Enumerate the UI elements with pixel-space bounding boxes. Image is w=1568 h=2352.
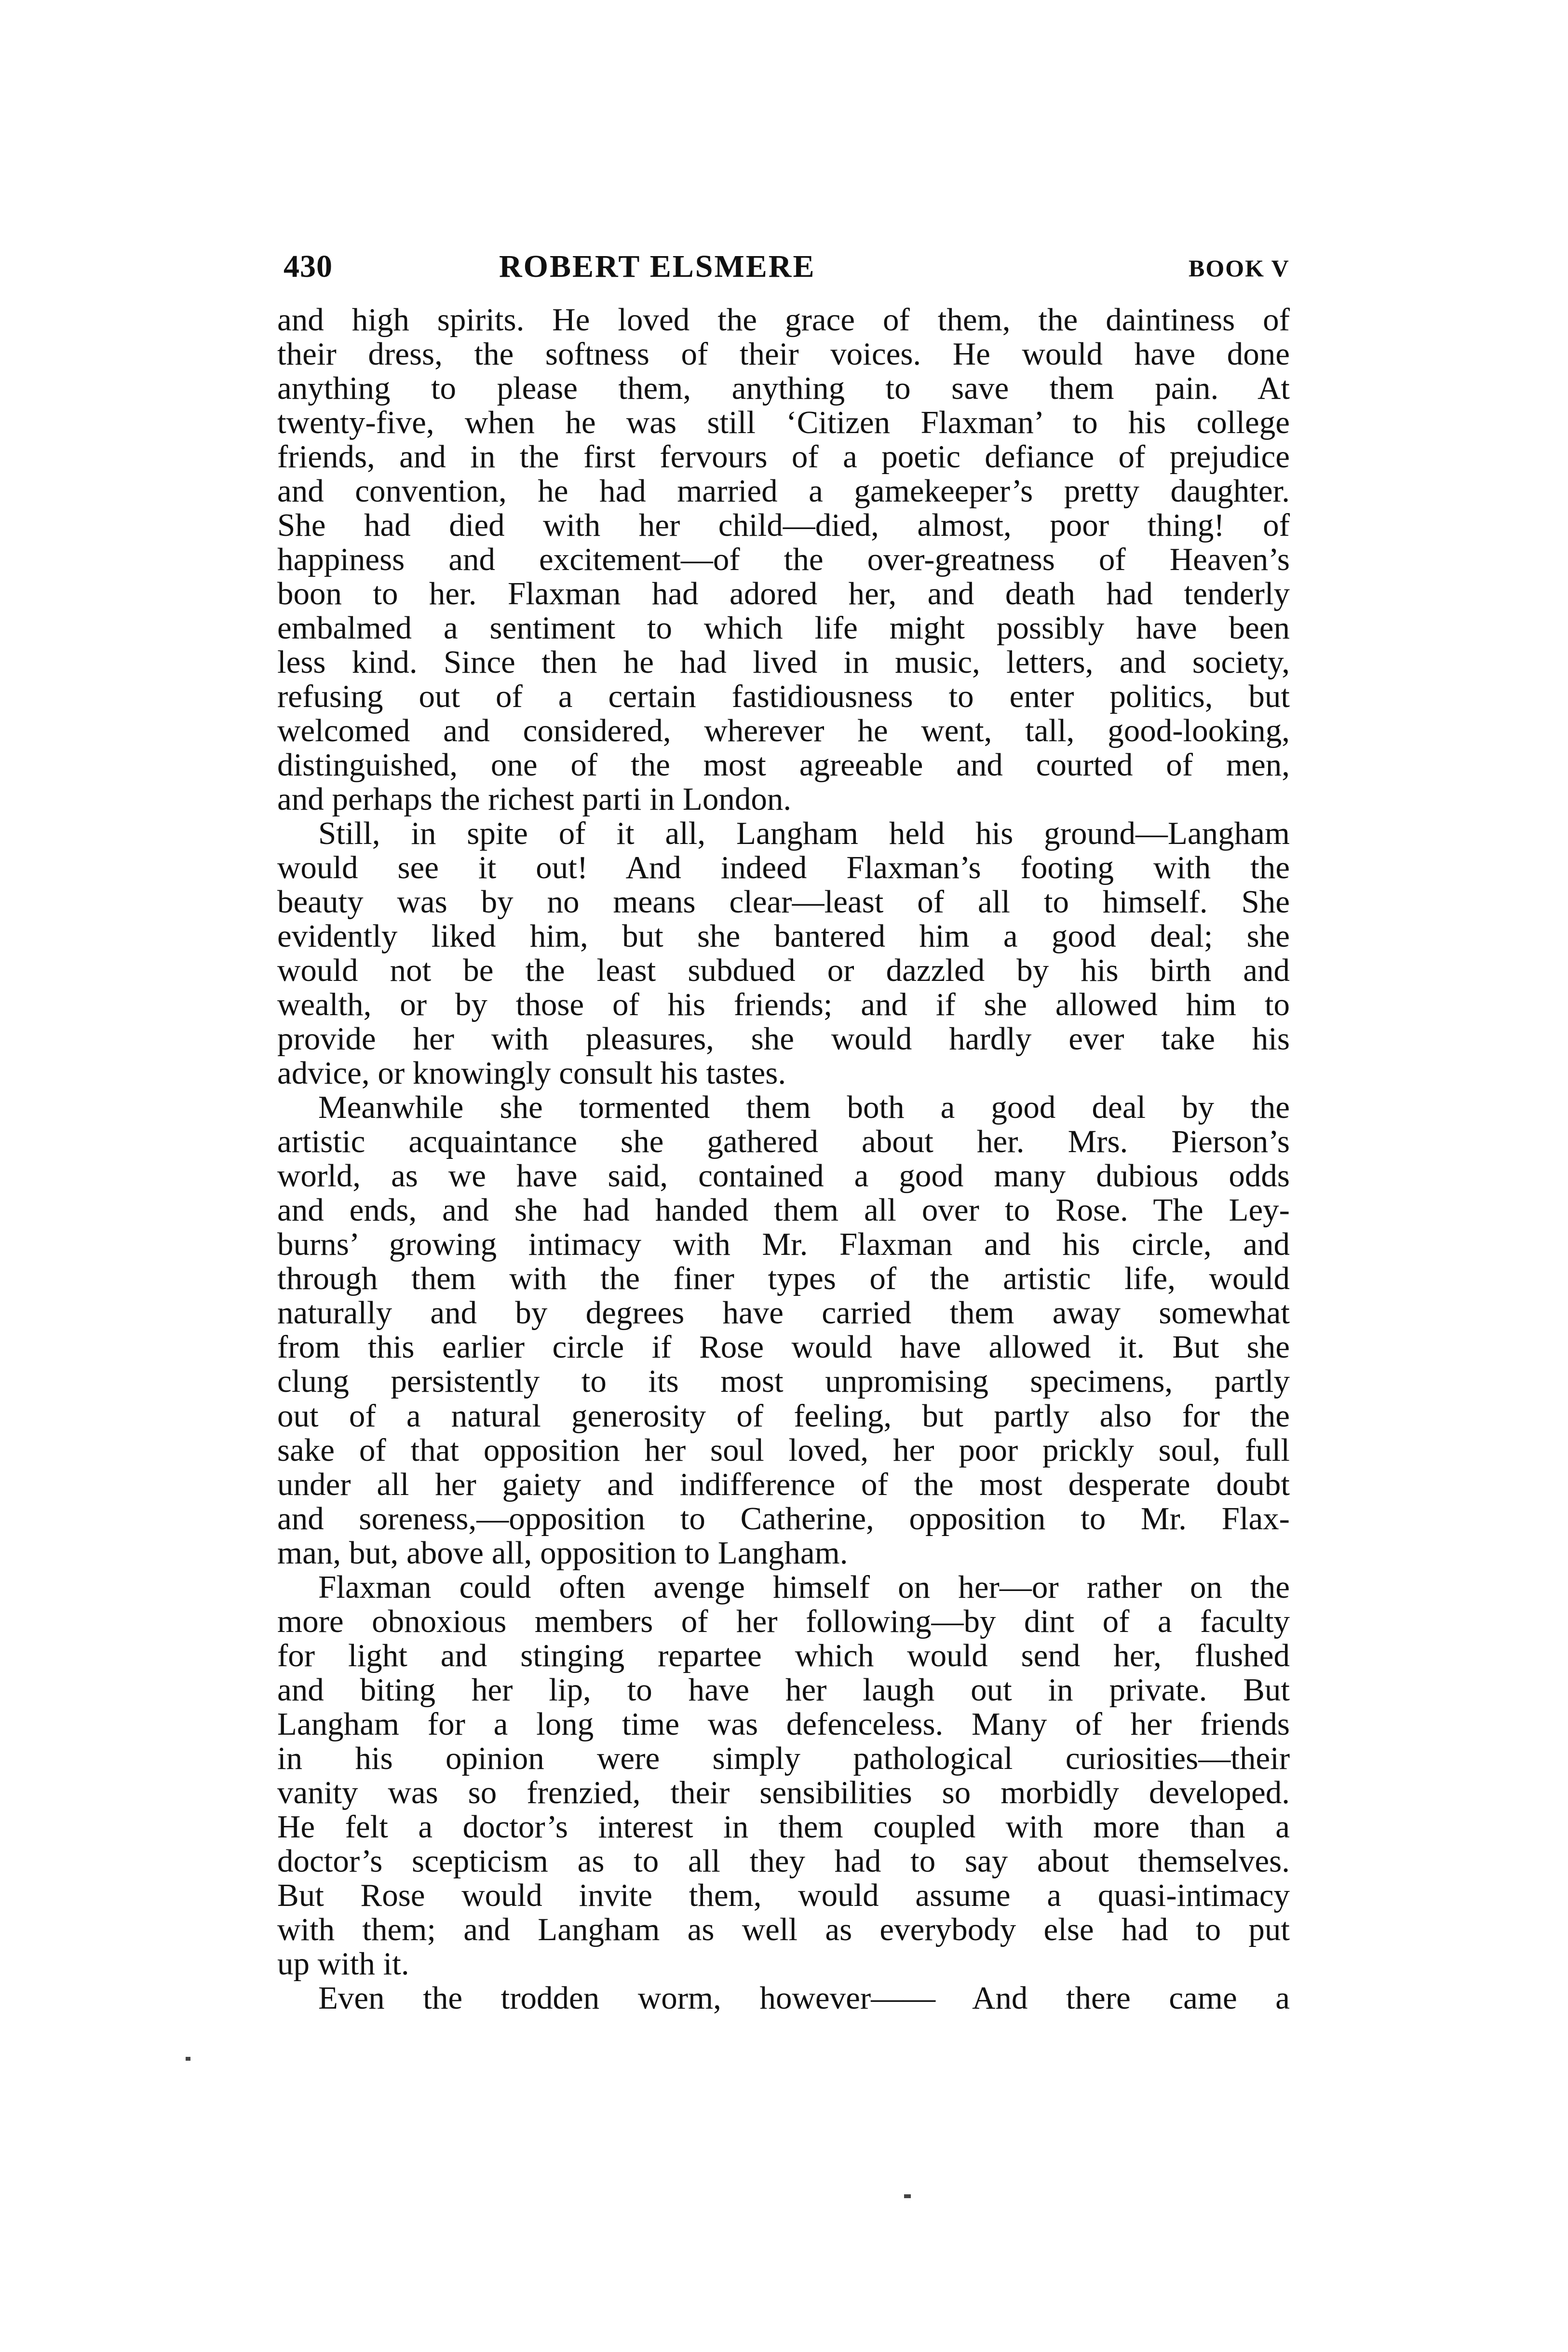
text-line: in his opinion were simply pathological curiosities—their <box>277 1741 1290 1776</box>
text-line: Still, in spite of it all, Langham held his ground—Langham <box>318 816 1290 851</box>
text-line: and perhaps the richest parti in London. <box>277 782 792 817</box>
text-line: artistic acquaintance she gathered about her. Mrs. Pierson’s <box>277 1125 1290 1159</box>
body-text <box>277 303 1290 2015</box>
scan-speck <box>904 2194 911 2198</box>
text-line: up with it. <box>277 1946 409 1981</box>
text-line: boon to her. Flaxman had adored her, and death had tenderly <box>277 577 1290 612</box>
text-line: through them with the finer types of the artistic life, would <box>277 1262 1290 1296</box>
text-line: refusing out of a certain fastidiousness to enter politics, but <box>277 680 1290 714</box>
text-line: provide her with pleasures, she would hardly ever take his <box>277 1022 1290 1057</box>
text-line: evidently liked him, but she bantered him a good deal; she <box>277 919 1290 954</box>
text-line: Flaxman could often avenge himself on her—or rather on the <box>318 1570 1290 1604</box>
page-number: 430 <box>284 249 333 284</box>
text-line: for light and stinging repartee which would send her, flushed <box>277 1638 1290 1673</box>
text-line: under all her gaiety and indifference of the most desperate doubt <box>277 1467 1290 1502</box>
text-line: naturally and by degrees have carried them away somewhat <box>277 1296 1290 1331</box>
text-line: anything to please them, anything to save them pain. At <box>277 371 1290 406</box>
text-line: Langham for a long time was defenceless. Many of her friends <box>277 1707 1290 1741</box>
text-line: embalmed a sentiment to which life might possibly have been <box>277 611 1290 646</box>
text-line: and convention, he had married a gamekeeper’s pretty daughter. <box>277 474 1290 509</box>
text-line: less kind. Since then he had lived in music, letters, and society, <box>277 645 1290 680</box>
text-line: would see it out! And indeed Flaxman’s footing with the <box>277 851 1290 885</box>
text-line: twenty-five, when he was still ‘Citizen Flaxman’ to his college <box>277 406 1290 440</box>
running-header <box>0 248 1568 287</box>
text-line: friends, and in the first fervours of a poetic defiance of prejudice <box>277 440 1290 475</box>
text-line: wealth, or by those of his friends; and if she allowed him to <box>277 988 1290 1022</box>
text-line: Meanwhile she tormented them both a good deal by the <box>318 1090 1290 1125</box>
text-line: sake of that opposition her soul loved, her poor prickly soul, full <box>277 1433 1290 1468</box>
text-line: and ends, and she had handed them all over to Rose. The Ley- <box>277 1193 1290 1228</box>
text-line: She had died with her child—died, almost, poor thing! of <box>277 508 1290 543</box>
book-label: BOOK V <box>1189 255 1290 282</box>
text-line: man, but, above all, opposition to Langham. <box>277 1536 848 1570</box>
text-line: their dress, the softness of their voices. He would have done <box>277 337 1290 372</box>
text-line: more obnoxious members of her following—by dint of a faculty <box>277 1604 1290 1639</box>
text-line: would not be the least subdued or dazzled by his birth and <box>277 953 1290 988</box>
text-line: out of a natural generosity of feeling, but partly also for the <box>277 1399 1290 1433</box>
running-title: ROBERT ELSMERE <box>499 249 816 284</box>
text-line: vanity was so frenzied, their sensibilities so morbidly developed. <box>277 1775 1290 1810</box>
text-line: burns’ growing intimacy with Mr. Flaxman and his circle, and <box>277 1227 1290 1262</box>
text-line: and high spirits. He loved the grace of them, the daintiness of <box>277 303 1290 338</box>
scan-speck <box>186 2057 190 2061</box>
text-line: Even the trodden worm, however—— And there came a <box>318 1981 1290 2015</box>
text-line: doctor’s scepticism as to all they had to say about themselves. <box>277 1844 1290 1878</box>
text-line: and biting her lip, to have her laugh out in private. But <box>277 1672 1290 1707</box>
text-line: and soreness,—opposition to Catherine, opposition to Mr. Flax- <box>277 1501 1290 1536</box>
text-line: world, as we have said, contained a good many dubious odds <box>277 1159 1290 1194</box>
text-line: But Rose would invite them, would assume a quasi-intimacy <box>277 1878 1290 1913</box>
text-line: welcomed and considered, wherever he went, tall, good-looking, <box>277 714 1290 748</box>
text-line: happiness and excitement—of the over-greatness of Heaven’s <box>277 543 1290 577</box>
text-line: beauty was by no means clear—least of all to himself. She <box>277 885 1290 920</box>
text-line: advice, or knowingly consult his tastes. <box>277 1056 786 1091</box>
text-line: from this earlier circle if Rose would have allowed it. But she <box>277 1330 1290 1365</box>
text-line: He felt a doctor’s interest in them coupled with more than a <box>277 1809 1290 1844</box>
text-line: distinguished, one of the most agreeable and courted of men, <box>277 748 1290 783</box>
text-line: with them; and Langham as well as everybody else had to put <box>277 1912 1290 1947</box>
text-line: clung persistently to its most unpromising specimens, partly <box>277 1364 1290 1399</box>
